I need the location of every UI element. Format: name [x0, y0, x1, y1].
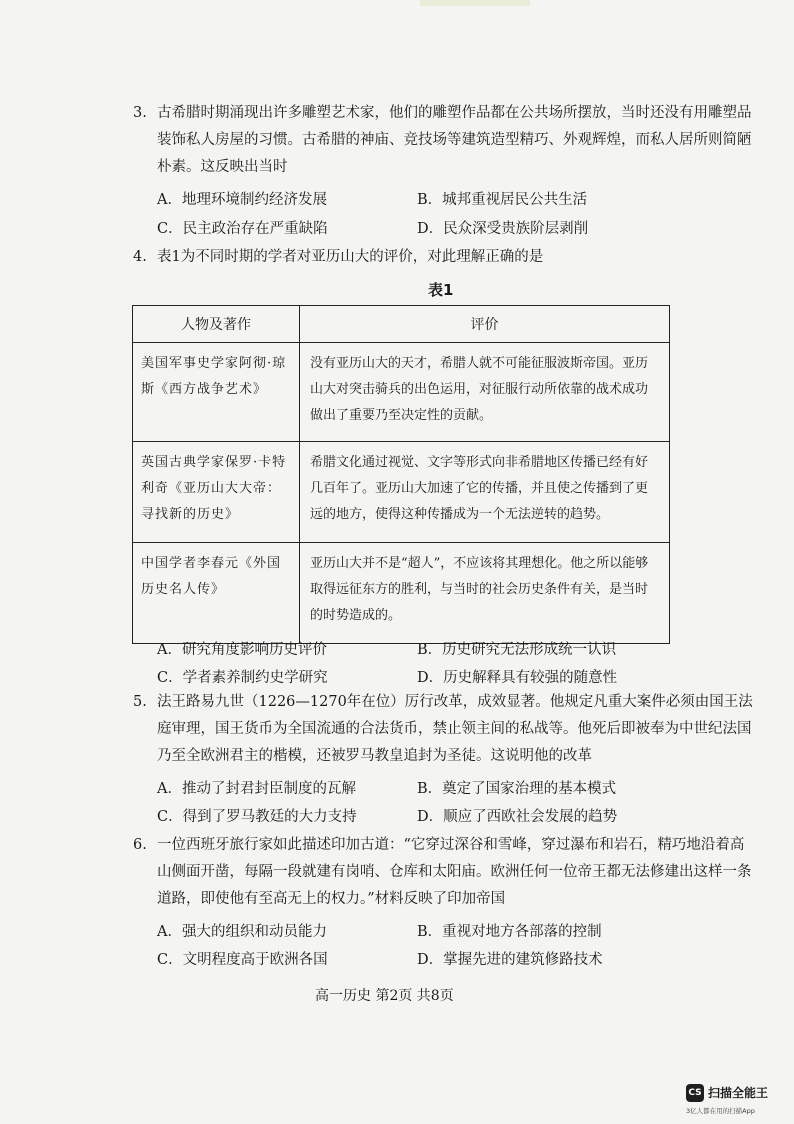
question-stem: 一位西班牙旅行家如此描述印加古道：“它穿过深谷和雪峰，穿过瀑布和岩石，精巧地沿着高山侧面开凿，每隔一段就建有岗哨、仓库和太阳庙。欧洲任何一位帝王都无法修建出这样一条道路，即使他有至高无上的权力。”材料反映了印加帝国 [157, 837, 752, 907]
option-a: A．地理环境制约经济发展 [157, 192, 327, 208]
option-b: B．城邦重视居民公共生活 [417, 192, 588, 208]
top-edge-mark [420, 0, 530, 6]
table-cell-comment: 没有亚历山大的天才，希腊人就不可能征服波斯帝国。亚历山大对突击骑兵的出色运用，对征服行动所依靠的战术成功做出了重要乃至决定性的贡献。 [300, 343, 670, 442]
question-stem: 表1为不同时期的学者对亚历山大的评价，对此理解正确的是 [157, 249, 544, 265]
scanner-app-name: 扫描全能王 [708, 1086, 769, 1100]
question-number: 5. [133, 694, 147, 710]
table-row [133, 442, 670, 543]
option-d: D．民众深受贵族阶层剥削 [417, 221, 589, 237]
table-row [133, 343, 670, 442]
table-cell-person: 中国学者李春元《外国历史名人传》 [133, 543, 300, 644]
scanner-logo-icon: CS [686, 1084, 704, 1102]
question-number: 3. [133, 105, 147, 121]
table-header: 评价 [300, 306, 670, 343]
option-c: C．学者素养制约史学研究 [157, 670, 328, 686]
table-row [133, 543, 670, 644]
option-d: D．历史解释具有较强的随意性 [417, 670, 618, 686]
option-b: B．历史研究无法形成统一认识 [417, 642, 617, 658]
option-c: C．文明程度高于欧洲各国 [157, 952, 328, 968]
option-d: D．掌握先进的建筑修路技术 [417, 952, 603, 968]
question-stem: 古希腊时期涌现出许多雕塑艺术家，他们的雕塑作品都在公共场所摆放，当时还没有用雕塑品装饰私人房屋的习惯。古希腊的神庙、竞技场等建筑造型精巧、外观辉煌，而私人居所则简陋朴素。这反映出当时 [157, 105, 752, 175]
question-number: 6. [133, 837, 147, 853]
question-4 [133, 244, 753, 271]
option-c: C．得到了罗马教廷的大力支持 [157, 809, 357, 825]
option-a: A．推动了封君封臣制度的瓦解 [157, 781, 356, 797]
option-a: A．研究角度影响历史评价 [157, 642, 327, 658]
option-b: B．奠定了国家治理的基本模式 [417, 781, 617, 797]
option-b: B．重视对地方各部落的控制 [417, 924, 602, 940]
scanner-app-tagline: 3亿人都在用的扫描App [686, 1107, 755, 1115]
scanner-watermark [686, 1080, 786, 1120]
question-5 [133, 689, 753, 770]
table-caption: 表1 [428, 281, 454, 299]
option-d: D．顺应了西欧社会发展的趋势 [417, 809, 618, 825]
question-stem: 法王路易九世（1226—1270年在位）厉行改革，成效显著。他规定凡重大案件必须由国王法庭审理，国王货币为全国流通的合法货币，禁止领主间的私战等。他死后即被奉为中世纪法国乃至全欧洲君主的楷模，还被罗马教皇追封为圣徒。这说明他的改革 [157, 694, 753, 764]
table-cell-comment: 亚历山大并不是“超人”，不应该将其理想化。他之所以能够取得远征东方的胜利，与当时的社会历史条件有关，是当时的时势造成的。 [300, 543, 670, 644]
table-cell-comment: 希腊文化通过视觉、文字等形式向非希腊地区传播已经有好几百年了。亚历山大加速了它的传播，并且使之传播到了更远的地方，使得这种传播成为一个无法逆转的趋势。 [300, 442, 670, 543]
table-header-row [133, 306, 670, 343]
option-a: A．强大的组织和动员能力 [157, 924, 327, 940]
table-cell-person: 美国军事史学家阿彻·琼斯《西方战争艺术》 [133, 343, 300, 442]
table-cell-person: 英国古典学家保罗·卡特利奇《亚历山大大帝：寻找新的历史》 [133, 442, 300, 543]
page-footer: 高一历史 第2页 共8页 [315, 988, 454, 1004]
evaluation-table [132, 305, 670, 644]
question-number: 4. [133, 249, 147, 265]
option-c: C．民主政治存在严重缺陷 [157, 221, 328, 237]
question-3 [133, 100, 753, 181]
table-header: 人物及著作 [133, 306, 300, 343]
question-6 [133, 832, 753, 913]
